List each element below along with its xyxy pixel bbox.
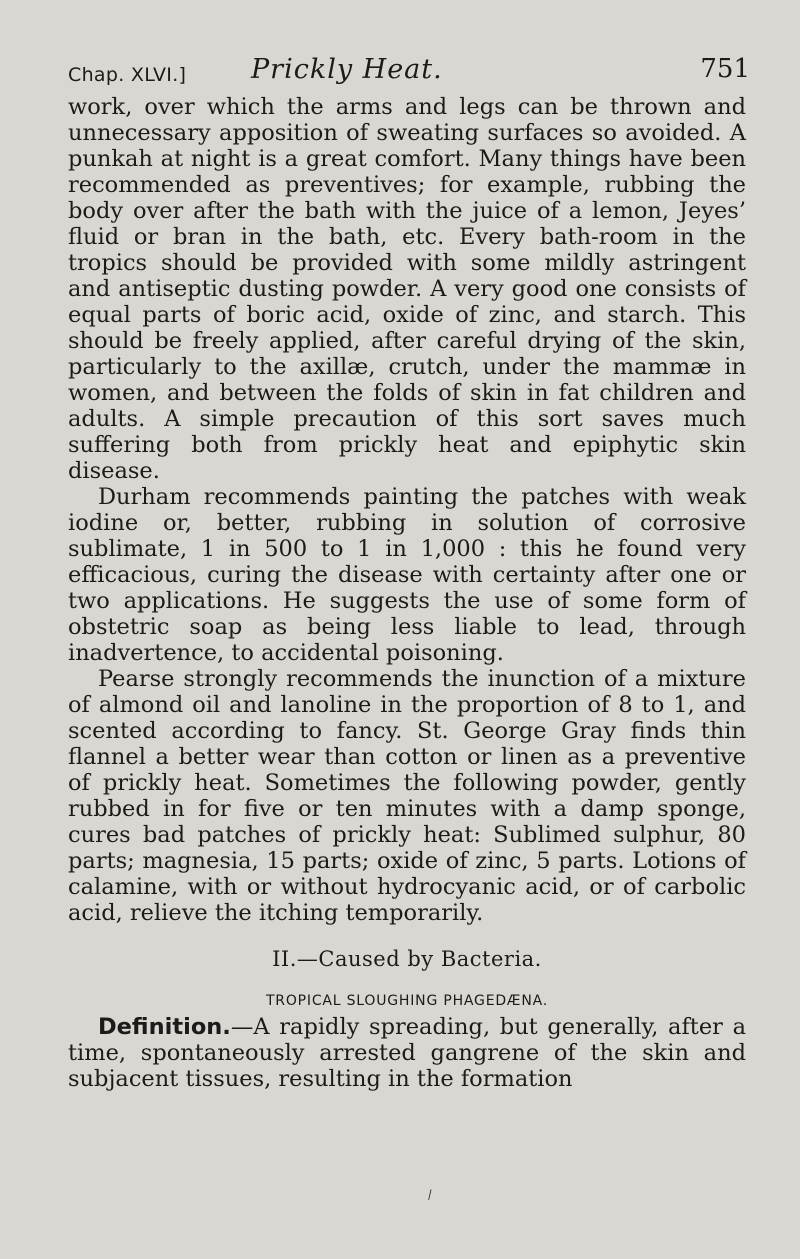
chapter-label: Chap. XLVI.]: [68, 64, 187, 86]
paragraph-continuation: work, over which the arms and legs can be thrown and unnecessary apposition of sweating surfaces so avoided. A punkah at night is a great comfort. Many things have been recommended as preventives; for example, rubbing the body over after the bath with the juice of a lemon, Jeyes’ fluid or bran in the bath, etc. Every bath-room in the tropics should be provided with some mildly astringent and antiseptic dusting powder. A very good one consists of equal parts of boric acid, oxide of zinc, and starch. This should be freely applied, after careful drying of the skin, particularly to the axillæ, crutch, under the mammæ in women, and between the folds of skin in fat children and adults. A simple precaution of this sort saves much suffering both from prickly heat and epiphytic skin disease.: [68, 94, 746, 484]
definition-term: Definition.: [98, 1014, 231, 1040]
paragraph-durham: Durham recommends painting the patches with weak iodine or, better, rubbing in solution of corrosive sublimate, 1 in 500 to 1 in 1,000 : this he found very efficacious, curing the disease with certainty after one or two applications. He suggests the use of some form of obstetric soap as being less liable to lead, through inadvertence, to accidental poisoning.: [68, 484, 746, 666]
body-text: [68, 94, 746, 1092]
page-header: [68, 50, 758, 86]
page-number: 751: [700, 54, 750, 84]
definition-paragraph: [68, 1014, 746, 1092]
stray-print-mark: ⁄: [426, 1188, 434, 1202]
subsection-heading: TROPICAL SLOUGHING PHAGEDÆNA.: [265, 993, 549, 1009]
section-heading: II.—Caused by Bacteria.: [272, 947, 542, 971]
paragraph-pearse: Pearse strongly recommends the inunction of a mixture of almond oil and lanoline in the proportion of 8 to 1, and scented according to fancy. St. George Gray finds thin flannel a better wear than cotton or linen as a preventive of prickly heat. Sometimes the following powder, gently rubbed in for five or ten minutes with a damp sponge, cures bad patches of prickly heat: Sublimed sulphur, 80 parts; magnesia, 15 parts; oxide of zinc, 5 parts. Lotions of calamine, with or without hydrocyanic acid, or of carbolic acid, relieve the itching temporarily.: [68, 666, 746, 926]
running-title: Prickly Heat.: [251, 54, 443, 85]
definition-text: —A rapidly spreading, but generally, after a time, spontaneously arrested gangrene of the skin and subjacent tissues, resulting in the formation: [68, 1014, 746, 1092]
